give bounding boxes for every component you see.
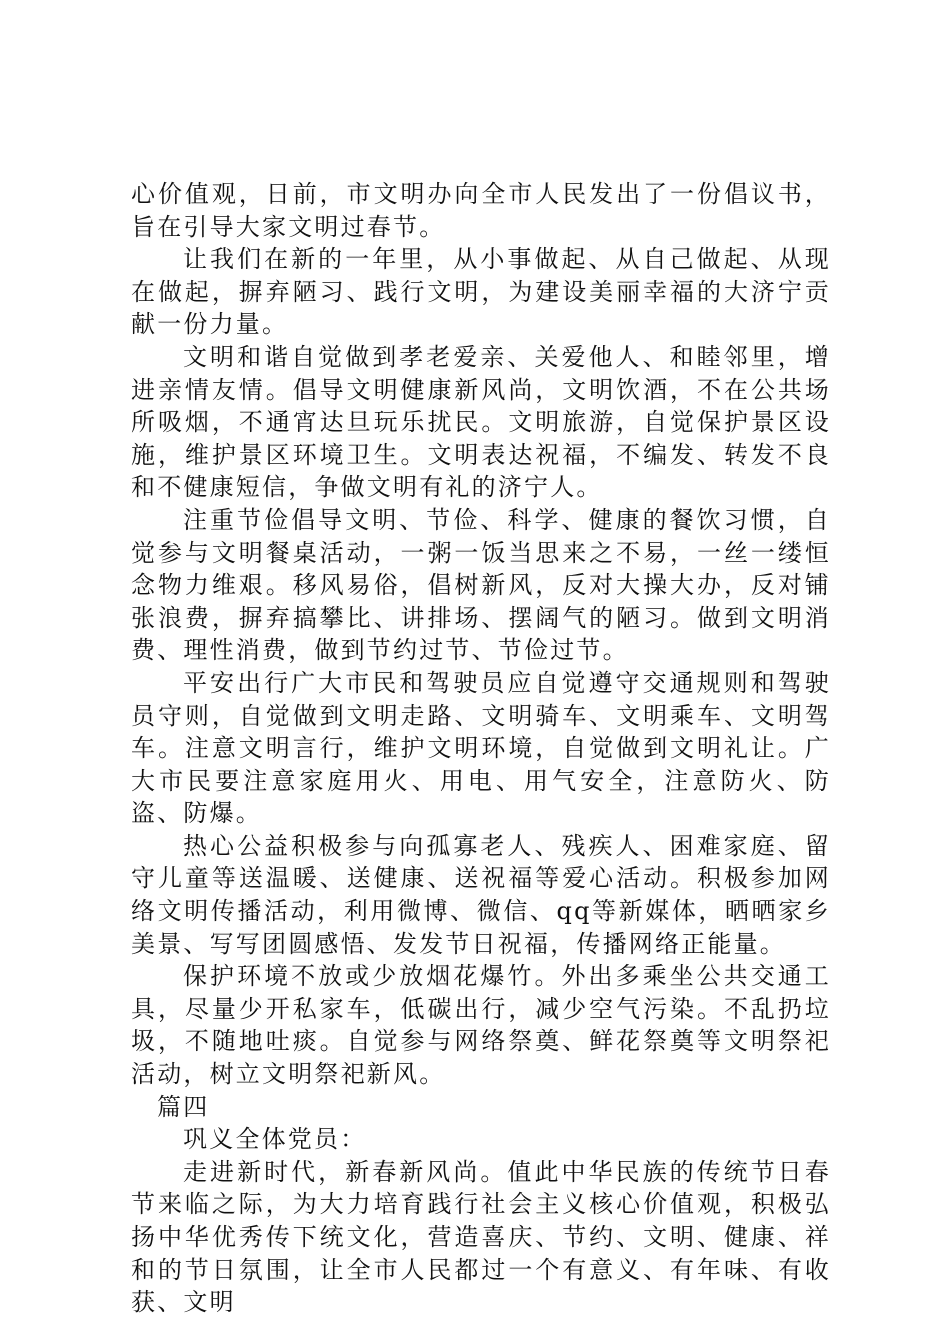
paragraph: 让我们在新的一年里，从小事做起、从自己做起、从现在做起，摒弃陋习、践行文明，为建设美丽幸福的大济宁贡献一份力量。 — [131, 245, 831, 339]
paragraph-safe-travel: 平安出行广大市民和驾驶员应自觉遵守交通规则和驾驶员守则，自觉做到文明走路、文明骑车、文明乘车、文明驾车。注意文明言行，维护文明环境，自觉做到文明礼让。广大市民要注意家庭用火、用电、用气安全，注意防火、防盗、防爆。 — [131, 668, 831, 828]
paragraph-civility-harmony: 文明和谐自觉做到孝老爱亲、关爱他人、和睦邻里，增进亲情友情。倡导文明健康新风尚，文明饮酒，不在公共场所吸烟，不通宵达旦玩乐扰民。文明旅游，自觉保护景区设施，维护景区环境卫生。文明表达祝福，不编发、转发不良和不健康短信，争做文明有礼的济宁人。 — [131, 342, 831, 502]
paragraph-public-welfare: 热心公益积极参与向孤寡老人、残疾人、困难家庭、留守儿童等送温暖、送健康、送祝福等爱心活动。积极参加网络文明传播活动，利用微博、微信、qq等新媒体，晒晒家乡美景、写写团圆感悟、发发节日祝福，传播网络正能量。 — [131, 831, 831, 958]
document-body — [131, 178, 831, 1319]
paragraph-thrift: 注重节俭倡导文明、节俭、科学、健康的餐饮习惯，自觉参与文明餐桌活动，一粥一饭当思来之不易，一丝一缕恒念物力维艰。移风易俗，倡树新风，反对大操大办，反对铺张浪费，摒弃搞攀比、讲排场、摆阔气的陋习。做到文明消费、理性消费，做到节约过节、节俭过节。 — [131, 505, 831, 665]
salutation: 巩义全体党员： — [183, 1125, 367, 1154]
section-heading: 篇四 — [157, 1092, 210, 1121]
paragraph-environment: 保护环境不放或少放烟花爆竹。外出多乘坐公共交通工具，尽量少开私家车，低碳出行，减少空气污染。不乱扔垃圾，不随地吐痰。自觉参与网络祭奠、鲜花祭奠等文明祭祀活动，树立文明祭祀新风。 — [131, 962, 831, 1089]
paragraph-intro: 走进新时代，新春新风尚。值此中华民族的传统节日春节来临之际，为大力培育践行社会主义核心价值观，积极弘扬中华优秀传下统文化，营造喜庆、节约、文明、健康、祥和的节日氛围，让全市人民都过一个有意义、有年味、有收获、文明 — [131, 1157, 831, 1317]
paragraph-continuation: 心价值观，日前，市文明办向全市人民发出了一份倡议书，旨在引导大家文明过春节。 — [131, 180, 831, 241]
